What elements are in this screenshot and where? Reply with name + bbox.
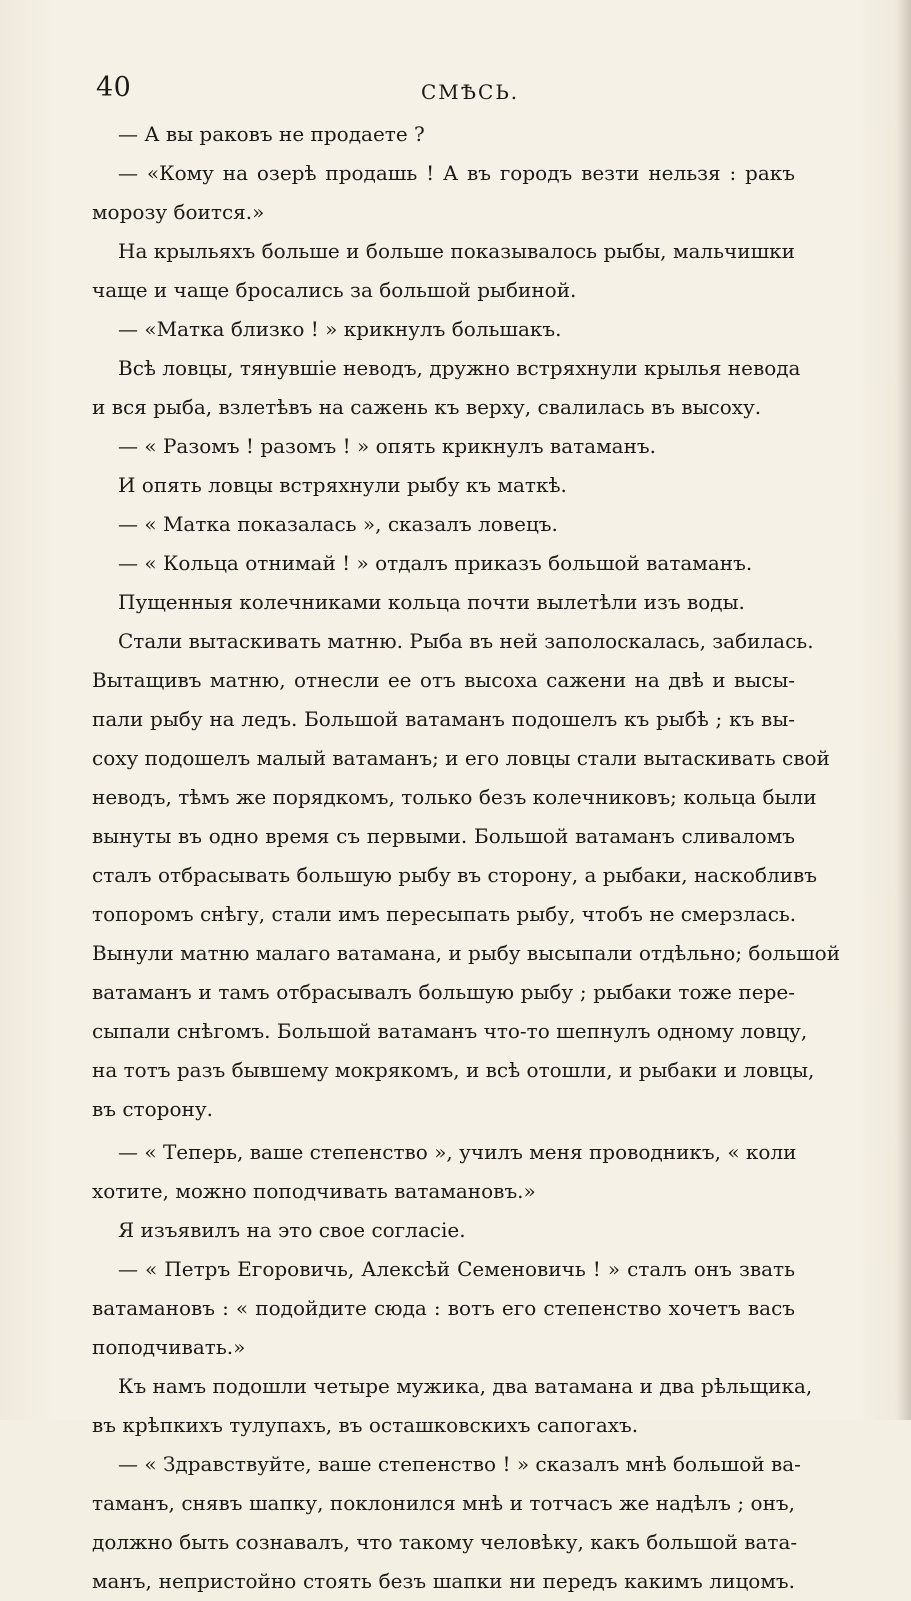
body-text <box>92 115 841 1601</box>
text-line: ватамановъ : « подойдите сюда : вотъ его степенство хочетъ васъ <box>92 1296 795 1320</box>
text-line: въ сторону. <box>92 1097 213 1121</box>
text-line: И опять ловцы встряхнули рыбу къ маткѣ. <box>118 473 567 497</box>
running-head: СМѢСЬ. <box>421 80 520 104</box>
text-line: сталъ отбрасывать большую рыбу въ сторону, а рыбаки, наскобливъ <box>92 863 818 887</box>
text-line: — « Здравствуйте, ваше степенство ! » сказалъ мнѣ большой ва- <box>118 1452 801 1476</box>
text-line: Къ намъ подошли четыре мужика, два ватамана и два рѣльщика, <box>118 1374 813 1398</box>
text-line: — « Петръ Егоровичь, Алексѣй Семеновичь ! » сталъ онъ звать <box>118 1257 795 1281</box>
text-line: морозу боится.» <box>92 200 265 224</box>
text-line: ватаманъ и тамъ отбрасывалъ большую рыбу ; рыбаки тоже пере- <box>92 980 795 1004</box>
text-line: хотите, можно поподчивать ватамановъ.» <box>92 1179 536 1203</box>
text-line: вынуты въ одно время съ первыми. Большой ватаманъ сливаломъ <box>92 824 795 848</box>
text-line: Я изъявилъ на это свое согласіе. <box>118 1218 466 1242</box>
text-line: соху подошелъ малый ватаманъ; и его ловцы стали вытаскивать свой <box>92 746 830 770</box>
text-line: — « Матка показалась », сказалъ ловецъ. <box>118 512 558 536</box>
text-line: — « Разомъ ! разомъ ! » опять крикнулъ ватаманъ. <box>118 434 656 458</box>
text-line: на тотъ разъ бывшему мокрякомъ, и всѣ отошли, и рыбаки и ловцы, <box>92 1058 815 1082</box>
text-line: Всѣ ловцы, тянувшіе неводъ, дружно встряхнули крылья невода <box>118 356 801 380</box>
text-line: — А вы раковъ не продаете ? <box>118 122 425 146</box>
text-line: должно быть сознавалъ, что такому человѣку, какъ большой вата- <box>92 1530 798 1554</box>
text-line: топоромъ снѣгу, стали имъ пересыпать рыбу, чтобъ не смерзлась. <box>92 902 797 926</box>
text-line: Стали вытаскивать матню. Рыба въ ней заполоскалась, забилась. <box>118 629 814 653</box>
text-line: неводъ, тѣмъ же порядкомъ, только безъ колечниковъ; кольца были <box>92 785 817 809</box>
text-line: Пущенныя колечниками кольца почти вылетѣли изъ воды. <box>118 590 745 614</box>
text-line: — « Теперь, ваше степенство », училъ меня проводникъ, « коли <box>118 1140 797 1164</box>
text-line: Вытащивъ матню, отнесли ее отъ высоха сажени на двѣ и высы- <box>92 668 795 692</box>
text-line: манъ, непристойно стоять безъ шапки ни передъ какимъ лицомъ. <box>92 1569 795 1593</box>
page-number: 40 <box>96 72 132 103</box>
text-line: и вся рыба, взлетѣвъ на сажень къ верху, свалилась въ высоху. <box>92 395 762 419</box>
text-line: въ крѣпкихъ тулупахъ, въ осташковскихъ сапогахъ. <box>92 1413 639 1437</box>
text-line: сыпали снѣгомъ. Большой ватаманъ что-то шепнулъ одному ловцу, <box>92 1019 808 1043</box>
text-line: На крыльяхъ больше и больше показывалось рыбы, мальчишки <box>118 239 795 263</box>
text-line: — « Кольца отнимай ! » отдалъ приказъ большой ватаманъ. <box>118 551 753 575</box>
text-line: — «Матка близко ! » крикнулъ большакъ. <box>118 317 562 341</box>
text-line: пали рыбу на ледъ. Большой ватаманъ подошелъ къ рыбѣ ; къ вы- <box>92 707 795 731</box>
page-header <box>96 72 796 112</box>
text-line: таманъ, снявъ шапку, поклонился мнѣ и тотчасъ же надѣлъ ; онъ, <box>92 1491 795 1515</box>
text-line: чаще и чаще бросались за большой рыбиной. <box>92 278 577 302</box>
page-edge-shadow <box>897 0 911 1420</box>
text-line: — «Кому на озерѣ продашь ! А въ городъ везти нельзя : ракъ <box>118 161 795 185</box>
text-line: Вынули матню малаго ватамана, и рыбу высыпали отдѣльно; большой <box>92 941 841 965</box>
text-line: поподчивать.» <box>92 1335 246 1359</box>
